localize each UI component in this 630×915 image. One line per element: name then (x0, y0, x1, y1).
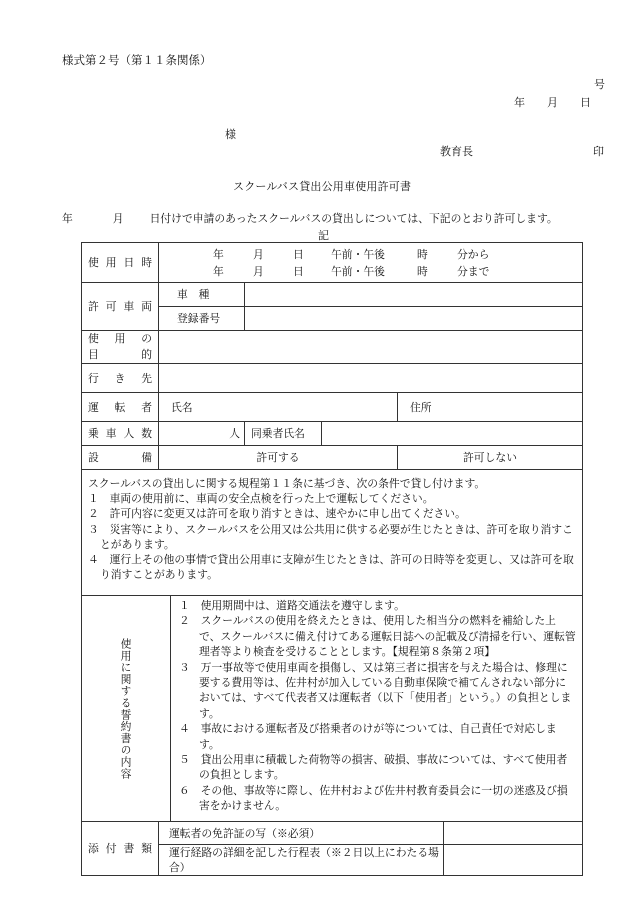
from-minute: 分から (457, 247, 490, 261)
attachment-check-2[interactable] (444, 845, 583, 876)
attachment-check-1[interactable] (444, 822, 583, 845)
label-registration-number: 登録番号 (159, 307, 245, 331)
row-equipment (82, 446, 583, 470)
permit-table (81, 242, 583, 876)
ki-mark: 記 (318, 229, 329, 242)
datetime-to (213, 263, 578, 280)
condition-item: １ 車両の使用前に、車両の安全点検を行った上で運転してください。 (88, 492, 434, 506)
pledge-item: ５ 貸出公用車に積載した荷物等の損害、破損、事故については、すべて使用者の負担とします。 (179, 753, 568, 782)
from-hour: 時 (417, 247, 428, 261)
from-month: 月 (253, 247, 264, 261)
to-year: 年 (213, 264, 224, 278)
intro-text (62, 211, 558, 226)
to-month: 月 (253, 264, 264, 278)
purpose-field[interactable] (159, 331, 583, 364)
to-ampm: 午前・午後 (331, 264, 385, 278)
row-conditions (82, 470, 583, 596)
label-pledge (82, 596, 171, 822)
driver-address-field[interactable] (398, 393, 583, 422)
label-purpose-line2: 目 的 (88, 348, 152, 361)
form-number: 様式第２号（第１１条関係） (62, 53, 212, 67)
label-purpose-line1: 使 用 の (88, 332, 152, 345)
row-destination (82, 364, 583, 393)
equipment-allow-option[interactable]: 許可する (159, 446, 398, 470)
to-minute: 分まで (457, 264, 490, 278)
pledge-item: ２ スクールバスの使用を終えたときは、使用した相当分の燃料を補給した上で、スクールバスに備え付けてある運転日誌への記載及び清掃を行い、運転管理者等より検査を受けることとします。【規程第８条第２項】 (179, 614, 576, 659)
date-month: 月 (547, 96, 558, 109)
from-year: 年 (213, 247, 224, 261)
passenger-count-field[interactable] (159, 422, 245, 446)
pledge-item: ４ 事故における運転者及び搭乗者のけが等については、自己責任で対応します。 (179, 722, 557, 751)
label-equipment: 設備 (82, 446, 159, 470)
driver-name-field[interactable] (159, 393, 398, 422)
conditions-intro: スクールバスの貸出しに関する規程第１１条に基づき、次の条件で貸し付けます。 (88, 477, 486, 490)
row-attachment-1 (82, 822, 583, 845)
date-day: 日 (580, 96, 591, 109)
intro-body: 日付けで申請のあったスクールバスの貸出しについては、下記のとおり許可します。 (149, 212, 558, 225)
label-passenger-count: 乗車人数 (82, 422, 159, 446)
from-day: 日 (293, 247, 304, 261)
intro-month: 月 (112, 212, 124, 225)
row-purpose (82, 331, 583, 364)
registration-number-field[interactable] (245, 307, 583, 331)
from-ampm: 午前・午後 (331, 247, 385, 261)
pledge-item: ３ 万一事故等で使用車両を損傷し、又は第三者に損害を与えた場合は、修理に要する費用等は、佐井村が加入している自動車保険で補てんされない部分においては、すべて代表者又は運転者（以下「使用者」という。）の負担とします。 (179, 660, 572, 720)
attachment-item: 運転者の免許証の写（※必須） (159, 822, 444, 845)
label-pledge-text: 使用に関する誓約書の内容 (119, 637, 133, 780)
document-number-label: 号 (594, 78, 605, 91)
label-attachments: 添付書類 (82, 822, 159, 876)
seal-mark: 印 (593, 145, 604, 158)
companion-names-field[interactable] (322, 422, 583, 446)
row-pledge (82, 596, 583, 822)
to-day: 日 (293, 264, 304, 278)
issuer-title: 教育長 (440, 145, 473, 158)
vehicle-type-field[interactable] (245, 283, 583, 307)
addressee-suffix: 様 (225, 128, 236, 141)
pledge-item: ６ その他、事故等に際し、佐井村および佐井村教育委員会に一切の迷惑及び損害をかけません。 (179, 783, 568, 813)
label-destination: 行き先 (82, 364, 159, 393)
to-hour: 時 (417, 264, 428, 278)
date-year: 年 (514, 96, 525, 109)
attachment-item: 運行経路の詳細を記した行程表（※２日以上にわたる場合） (159, 845, 444, 876)
label-purpose (82, 331, 159, 364)
label-vehicle-type: 車 種 (159, 283, 245, 307)
issue-date (514, 94, 591, 110)
pledge-block (171, 596, 583, 822)
condition-item: ２ 許可内容に変更又は許可を取り消すときは、速やかに申し出てください。 (88, 507, 466, 521)
page-title: スクールバス貸出公用車使用許可書 (233, 180, 412, 193)
datetime-from (213, 246, 578, 263)
label-vehicle: 許可車両 (82, 283, 159, 331)
destination-field[interactable] (159, 364, 583, 393)
row-passengers (82, 422, 583, 446)
label-driver: 運転者 (82, 393, 159, 422)
label-companion-names: 同乗者氏名 (245, 422, 322, 446)
label-usage-datetime: 使用日時 (82, 243, 159, 283)
intro-year: 年 (62, 212, 73, 225)
passenger-unit: 人 (229, 427, 240, 440)
label-driver-address: 住所 (410, 400, 432, 414)
conditions-block (82, 470, 583, 596)
row-usage-datetime (82, 243, 583, 283)
equipment-deny-option[interactable]: 許可しない (398, 446, 583, 470)
label-driver-name: 氏名 (171, 400, 193, 414)
row-vehicle-type (82, 283, 583, 307)
condition-item: ３ 災害等により、スクールバスを公用又は公共用に供する必要が生じたときは、許可を取り消すことがあります。 (88, 522, 573, 551)
row-driver (82, 393, 583, 422)
condition-item: ４ 運行上その他の事情で貸出公用車に支障が生じたときは、許可の日時等を変更し、又は許可を取り消すことがあります。 (88, 553, 574, 582)
pledge-item: １ 使用期間中は、道路交通法を遵守します。 (179, 599, 405, 612)
usage-datetime-field[interactable] (159, 243, 583, 283)
